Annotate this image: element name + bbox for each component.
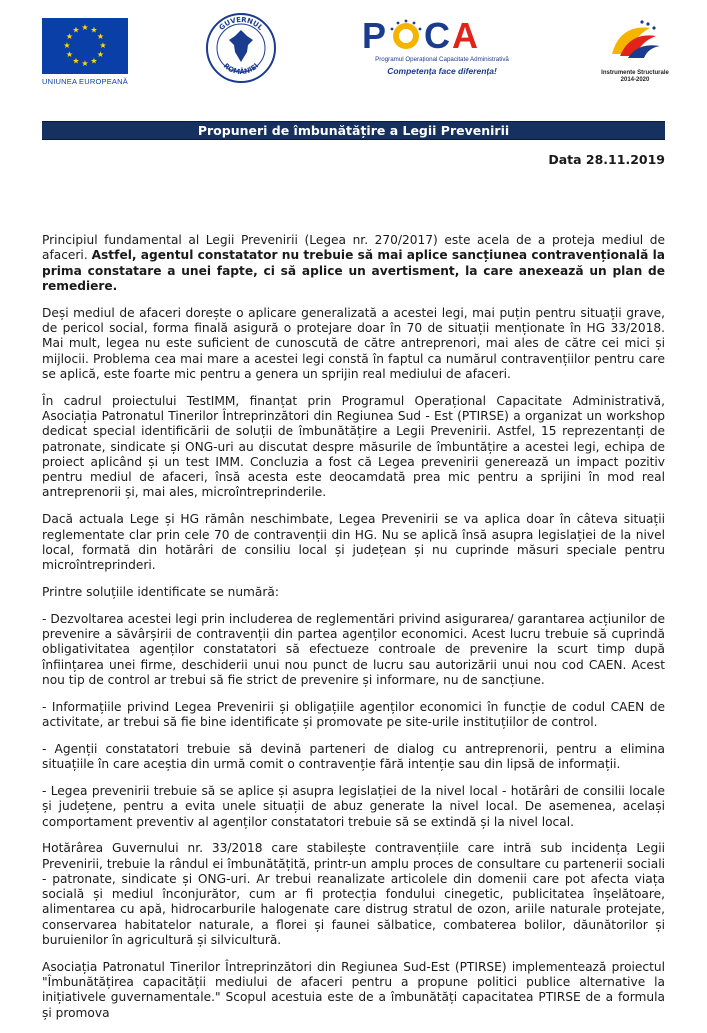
svg-text:★: ★ bbox=[96, 50, 105, 59]
svg-text:★: ★ bbox=[65, 50, 74, 59]
poca-logo bbox=[356, 14, 526, 86]
svg-text:★: ★ bbox=[96, 32, 105, 41]
svg-text:P: P bbox=[362, 15, 387, 56]
paragraph-principle-text: Principiul fundamental al Legii Prevenirii (Legea nr. 270/2017) este acela de a proteja mediul de afaceri. bbox=[42, 233, 665, 263]
svg-text:ROMÂNIEI: ROMÂNIEI bbox=[221, 61, 261, 77]
instrumente-structurale-logo bbox=[590, 14, 680, 86]
list-item-local-legislation: - Legea prevenirii trebuie să se aplice și asupra legislației de la nivel local - hotărâri de consilii locale și județene, pentru a evita unele situații de abuz generate la nivel local. De asemenea, același comportament preventiv al agenților constatatori trebuie să se extindă și la nivel local. bbox=[42, 783, 665, 829]
list-item-development: - Dezvoltarea acestei legi prin includerea de reglementări privind asigurarea/ garantarea acțiunilor de prevenire a săvârșirii de contravenții din partea agenților economici. Acest lucru trebuie să cuprindă obligativitatea agenților constatatori să efectueze controale de prevenire la scurt timp după înființarea unei firme, deschiderii unui nou punct de lucru sau autorizării unui nou cod CAEN. Acest nou tip de control ar trebui să fie strict de prevenire și informare, nu de sancțiune. bbox=[42, 611, 665, 687]
svg-text:★: ★ bbox=[90, 56, 98, 66]
document-date: Data 28.11.2019 bbox=[548, 152, 665, 167]
poca-tagline: Competența face diferența! bbox=[387, 66, 497, 76]
paragraph-hg-33: Hotărârea Guvernului nr. 33/2018 care stabilește contravențiile care intră sub incidența Legii Prevenirii, trebuie la rândul ei îmbunătățită, printr-un amplu proces de consultare cu partenerii sociali - patronate, sindicate și ONG-uri. Ar trebui reanalizate articolele din domenii care pot afecta viața socială și mediul înconjurător, cum ar fi protecția fondului cinegetic, publicitatea înșelătoare, alimentarea cu apă, hidrocarburile halogenate care distrug stratul de ozon, ariile naturale protejate, conservarea habitatelor naturale, a florei și faunei sălbatice, combaterea bolilor, dăunătorilor și buruienilor în agricultură și silvicultură. bbox=[42, 841, 665, 948]
document-title-bar bbox=[42, 121, 665, 140]
paragraph-solutions-intro: Printre soluțiile identificate se numără: bbox=[42, 584, 279, 599]
is-caption: Instrumente Structurale bbox=[601, 70, 669, 76]
svg-text:★: ★ bbox=[81, 23, 89, 32]
document-title: Propuneri de îmbunătățire a Legii Prevenirii bbox=[197, 123, 510, 138]
list-item-dialog: - Agenții constatatori trebuie să devină parteneri de dialog cu antreprenorii, pentru a elimina situațiile în care aceștia din urmă comit o contravenție fără intenție sau din lipsă de informații. bbox=[42, 741, 665, 772]
government-seal-logo bbox=[205, 12, 277, 84]
document-body bbox=[42, 233, 665, 1033]
eu-logo bbox=[42, 18, 128, 86]
svg-text:A: A bbox=[452, 15, 478, 56]
paragraph-principle bbox=[42, 233, 665, 294]
svg-text:GUVERNUL: GUVERNUL bbox=[217, 15, 265, 32]
paragraph-ptirse: Asociația Patronatul Tinerilor Întreprinzători din Regiunea Sud-Est (PTIRSE) implementează proiectul "Îmbunătățirea capacității mediului de afaceri pentru a propune politici publice alternative la inițiativele guvernamentale." Scopul acestuia este de a îmbunătăți capacitatea PTIRSE de a formula și promova bbox=[42, 959, 665, 1020]
eu-caption: UNIUNEA EUROPEANĂ bbox=[42, 77, 128, 86]
eu-flag-icon bbox=[42, 18, 128, 74]
paragraph-principle-bold: Astfel, agentul constatator nu trebuie să mai aplice sancțiunea contravențională la prima constatare a unei fapte, ci să aplice un avertisment, la care anexează un plan de remediere. bbox=[42, 248, 665, 293]
poca-subtitle: Programul Operațional Capacitate Administrativă bbox=[375, 56, 509, 63]
svg-text:★: ★ bbox=[72, 25, 80, 35]
paragraph-testimm: În cadrul proiectului TestIMM, finanțat prin Programul Operațional Capacitate Administrativă, Asociația Patronatul Tinerilor Întreprinzători din Regiunea Sud - Est (PTIRSE) a organizat un workshop dedicat special identificării de soluții de îmbunătățire a Legii Prevenirii. Astfel, 15 reprezentanți de patronate, sindicate și ONG-uri au discutat despre măsurile de îmbuntățire a acestei legi, echipa de proiect aplicând și un test IMM. Concluzia a fost că Legea prevenirii generează un impact pozitiv pentru mediul de afaceri, însă acesta este deocamdată prea mic pentru a sprijini în mod real antreprenorii și, mai ales, microîntreprinderile. bbox=[42, 393, 665, 500]
svg-text:★: ★ bbox=[81, 59, 89, 68]
is-years: 2014-2020 bbox=[620, 77, 650, 83]
header-logos bbox=[0, 0, 707, 100]
list-item-information: - Informațiile privind Legea Prevenirii și obligațiile agenților economici în funcție de codul CAEN de activitate, ar trebui să fie bine identificate și promovate pe site-urile instituțiilor de control. bbox=[42, 699, 665, 730]
svg-text:★: ★ bbox=[72, 56, 80, 66]
svg-text:★: ★ bbox=[65, 32, 74, 41]
svg-text:C: C bbox=[424, 15, 450, 56]
svg-text:★: ★ bbox=[63, 41, 71, 50]
svg-text:★: ★ bbox=[90, 25, 98, 35]
paragraph-unchanged-law: Dacă actuala Lege și HG rămân neschimbate, Legea Prevenirii se va aplica doar în câteva situații reglementate clar prin cele 70 de contravenții din HG. Nu se aplică însă asupra legislației de la nivel local, formată din hotărâri de consiliu local și județean și nu cuprinde măsuri speciale pentru microîntreprinderi. bbox=[42, 512, 665, 573]
svg-text:★: ★ bbox=[99, 41, 107, 50]
paragraph-application: Deși mediul de afaceri dorește o aplicare generalizată a acestei legi, mai puțin pentru situații grave, de pericol social, forma finală asigură o protejare doar în 70 de situații menționate în HG 33/2018. Mai mult, legea nu este suficient de cunoscută de către antreprenori, mai ales de către cei mici și mijlocii. Problema cea mai mare a acestei legi constă în faptul ca numărul contravențiilor pentru care se aplică, este foarte mic pentru a genera un sprijin real mediului de afaceri. bbox=[42, 305, 665, 381]
